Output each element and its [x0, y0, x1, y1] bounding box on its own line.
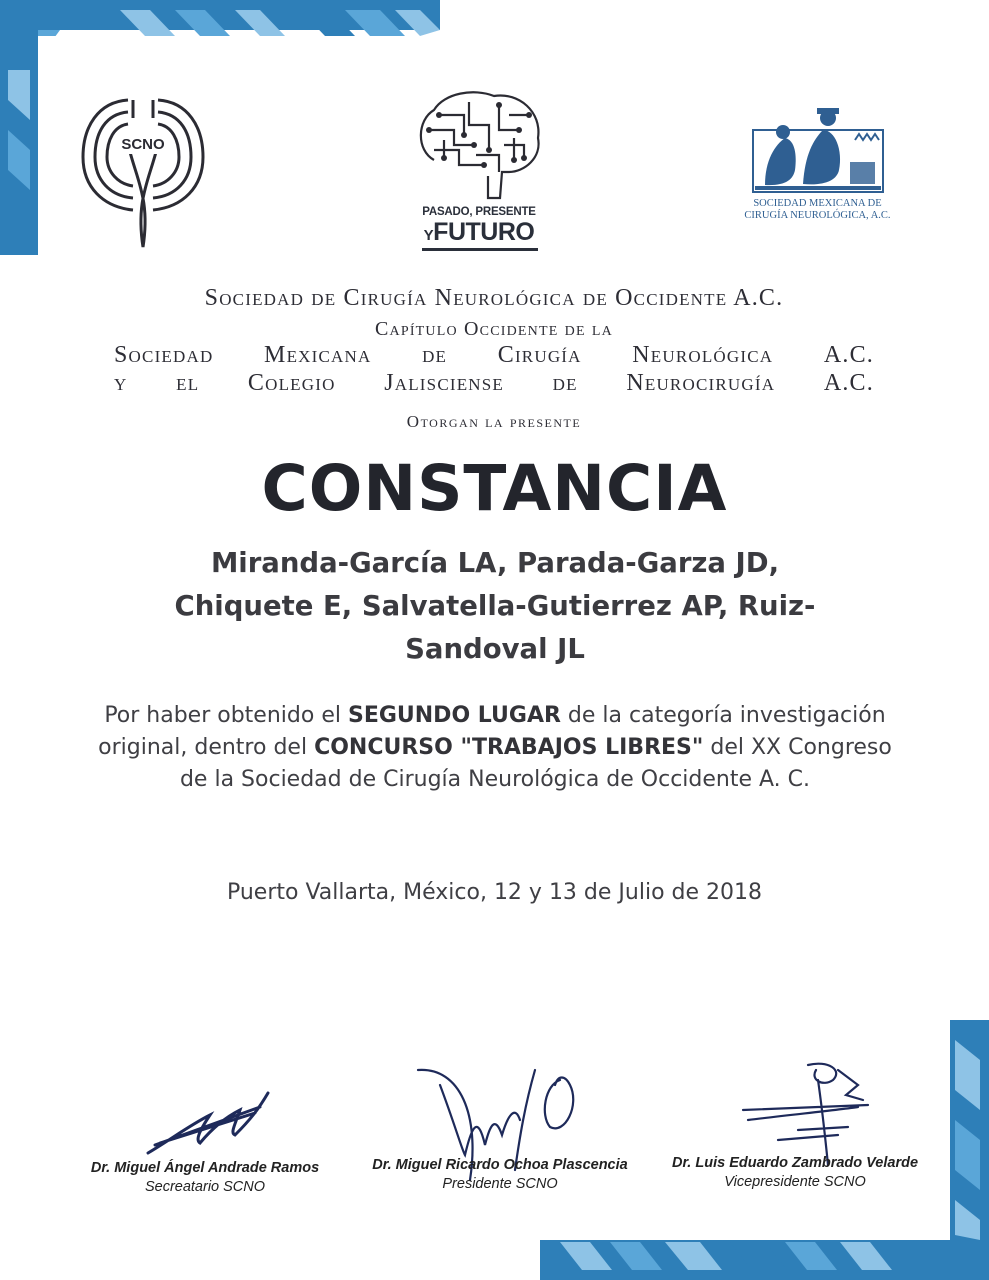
header-word: Jalisciense [384, 370, 505, 396]
logo-tagline-y: Y [423, 227, 434, 244]
award-place: SEGUNDO LUGAR [347, 703, 561, 728]
smcn-logo-text-line1: SOCIEDAD MEXICANA DE [753, 198, 882, 209]
recipients [130, 542, 860, 671]
logo-underline [422, 248, 538, 251]
body-text-3: del XX Congreso de la Sociedad de Cirugía Neurológica de Occidente A. C. [179, 735, 892, 792]
header-word: y [114, 370, 128, 396]
certificate-title: CONSTANCIA [261, 452, 728, 525]
signatory-role: Presidente SCNO [442, 1176, 558, 1192]
award-description [90, 700, 900, 796]
signatory-name: Dr. Miguel Ángel Andrade Ramos [90, 1160, 320, 1176]
logo-tagline-futuro: FUTURO [433, 218, 535, 246]
body-text-1: Por haber obtenido el [104, 703, 348, 728]
smcn-logo-text [725, 198, 910, 222]
signature-block-vicepresident [650, 1155, 940, 1190]
header-word: Neurológica [632, 342, 774, 368]
signatory-role: Vicepresidente SCNO [724, 1174, 866, 1190]
header-word: de [552, 370, 578, 396]
header-word: Mexicana [264, 342, 372, 368]
body-text-2: de la categoría investigación original, dentro del [98, 703, 886, 760]
header-word: Sociedad [114, 342, 214, 368]
signature-scribble-1 [140, 1085, 280, 1160]
logo-tagline-line2 [414, 218, 544, 247]
pasado-presente-futuro-logo [414, 90, 544, 255]
place-and-date: Puerto Vallarta, México, 12 y 13 de Julio de 2018 [226, 880, 763, 905]
recipients-line: Chiquete E, Salvatella-Gutierrez AP, Ruiz- [174, 590, 816, 622]
smcn-logo-text-line2: CIRUGÍA NEUROLÓGICA, A.C. [744, 210, 891, 221]
header-word: Colegio [247, 370, 336, 396]
logo-tagline-line1: PASADO, PRESENTE [422, 206, 536, 218]
header-word: de [422, 342, 448, 368]
contest-name: CONCURSO "TRABAJOS LIBRES" [314, 735, 704, 760]
recipients-line: Miranda-García LA, Parada-Garza JD, [210, 547, 780, 579]
recipients-line: Sandoval JL [405, 633, 585, 665]
header-word: Cirugía [497, 342, 582, 368]
smcn-logo [725, 100, 910, 230]
scno-logo-text: SCNO [121, 136, 165, 153]
header-word: Neurocirugía [626, 370, 776, 396]
signatory-role: Secreatario SCNO [144, 1179, 266, 1195]
scno-logo [78, 92, 208, 252]
signatory-name: Dr. Luis Eduardo Zambrado Velarde [671, 1155, 919, 1171]
signatory-name: Dr. Miguel Ricardo Ochoa Plascencia [372, 1157, 628, 1173]
signature-block-president [350, 1157, 650, 1192]
signature-block-secretary [70, 1160, 340, 1195]
header-word: el [176, 370, 200, 396]
header-line-4 [114, 370, 874, 397]
signature-scribble-3 [738, 1055, 878, 1170]
header-line-2: Capítulo Occidente de la [374, 318, 613, 340]
header-word: A.C. [823, 342, 874, 368]
header-line-5: Otorgan la presente [406, 412, 582, 431]
header-line-1: Sociedad de Cirugía Neurológica de Occidente A.C. [204, 285, 784, 311]
header-line-3 [114, 342, 874, 369]
header-word: A.C. [823, 370, 874, 396]
